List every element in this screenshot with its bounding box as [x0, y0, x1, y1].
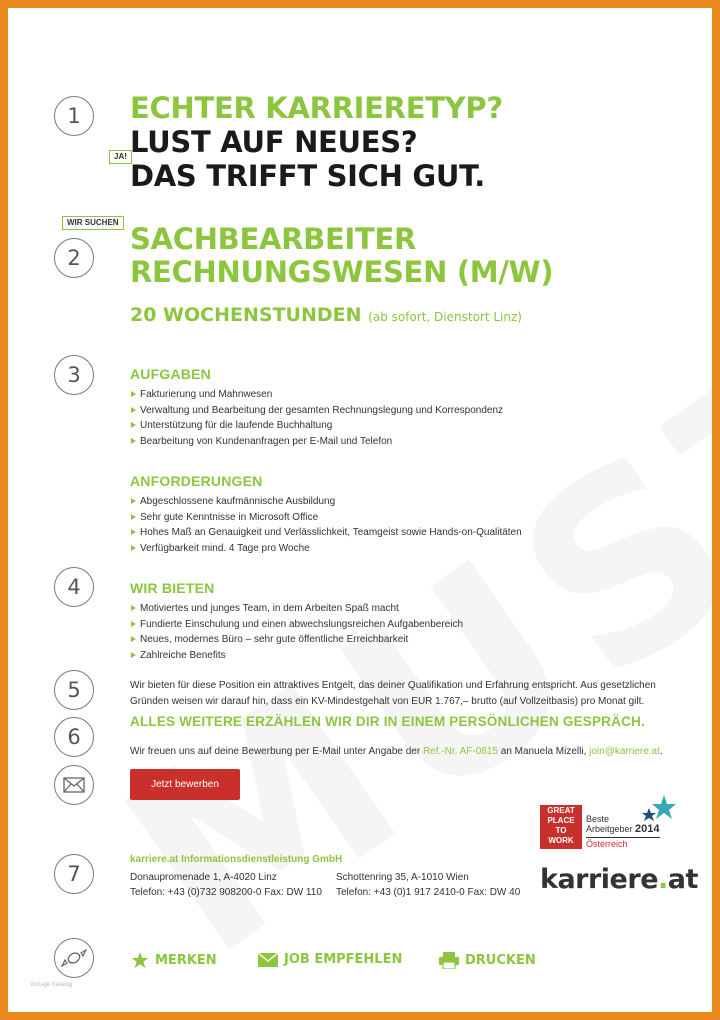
- address-wien: [336, 870, 520, 900]
- aufgaben-list: [130, 387, 503, 450]
- apply-button[interactable]: Jetzt bewerben: [130, 769, 240, 800]
- job-empfehlen-label: JOB EMPFEHLEN: [284, 952, 403, 967]
- aufgaben-heading: AUFGABEN: [130, 366, 211, 382]
- list-item: Bearbeitung von Kundenanfragen per E-Mail und Telefon: [130, 434, 503, 450]
- apply-text: [130, 744, 663, 760]
- list-item: Motiviertes und junges Team, in dem Arbeiten Spaß macht: [130, 601, 463, 617]
- credit-text: Vorlage Katalog: [30, 982, 73, 988]
- ja-tag: JA!: [109, 150, 132, 164]
- wir-suchen-tag: WIR SUCHEN: [62, 216, 124, 230]
- salary-text: [130, 678, 690, 710]
- job-title-line1: SACHBEARBEITER: [130, 222, 416, 256]
- wien-street: Schottenring 35, A-1010 Wien: [336, 872, 469, 883]
- step-3-circle: 3: [54, 355, 94, 395]
- linz-phone: Telefon: +43 (0)732 908200-0 Fax: DW 110: [130, 887, 322, 898]
- apply-prefix: Wir freuen uns auf deine Bewerbung per E-Mail unter Angabe der: [130, 746, 423, 757]
- step-5-circle: 5: [54, 670, 94, 710]
- karriere-logo: [540, 864, 698, 895]
- list-item: Verfügbarkeit mind. 4 Tage pro Woche: [130, 541, 522, 557]
- anforderungen-heading: ANFORDERUNGEN: [130, 473, 263, 489]
- gptw-line: TO: [555, 826, 567, 835]
- step-6-circle: 6: [54, 717, 94, 757]
- hours-value: 20 WOCHENSTUNDEN: [130, 304, 362, 326]
- list-item: Zahlreiche Benefits: [130, 648, 463, 664]
- list-item: Unterstützung für die laufende Buchhaltung: [130, 418, 503, 434]
- apply-middle: an Manuela Mizelli,: [497, 746, 590, 757]
- envelope-icon: [258, 953, 278, 967]
- list-item: Sehr gute Kenntnisse in Microsoft Office: [130, 510, 522, 526]
- gptw-badge: [540, 805, 582, 849]
- hours-note: (ab sofort, Dienstort Linz): [368, 310, 522, 324]
- ref-number: Ref.-Nr. AF-0815: [422, 746, 498, 757]
- gptw-text: [586, 814, 660, 834]
- step-2-circle: 2: [54, 238, 94, 278]
- merken-button[interactable]: [131, 952, 217, 969]
- step-7-circle: 7: [54, 854, 94, 894]
- list-item: Neues, modernes Büro – sehr gute öffentliche Erreichbarkeit: [130, 632, 463, 648]
- gptw-line: GREAT: [547, 806, 575, 815]
- beste-label: Beste: [586, 814, 610, 824]
- wien-phone: Telefon: +43 (0)1 917 2410-0 Fax: DW 40: [336, 887, 521, 898]
- job-title-line2: RECHNUNGSWESEN (M/W): [130, 255, 554, 289]
- apply-suffix: .: [659, 746, 663, 757]
- printer-icon: [439, 952, 459, 969]
- mail-circle: [54, 765, 94, 805]
- linz-street: Donaupromenade 1, A-4020 Linz: [130, 872, 277, 883]
- headline-line3: DAS TRIFFT SICH GUT.: [130, 159, 485, 193]
- logo-main: karriere: [540, 864, 659, 895]
- country-label: Österreich: [586, 839, 628, 849]
- step-1-circle: 1: [54, 96, 94, 136]
- anforderungen-list: [130, 494, 522, 557]
- drucken-button[interactable]: [439, 952, 536, 969]
- job-ad-page: [8, 8, 712, 1012]
- arbeitgeber-row: [586, 824, 660, 834]
- star-icon: [131, 952, 149, 969]
- headline-line1: ECHTER KARRIERETYP?: [130, 91, 503, 125]
- gespraech-heading: ALLES WEITERE ERZÄHLEN WIR DIR IN EINEM PERSÖNLICHEN GESPRÄCH.: [130, 714, 645, 729]
- list-item: Abgeschlossene kaufmännische Ausbildung: [130, 494, 522, 510]
- job-hours: [130, 304, 522, 326]
- drucken-label: DRUCKEN: [465, 953, 536, 968]
- salary-line1: Wir bieten für diese Position ein attraktives Entgelt, das deiner Qualifikation und Erfahrung entspricht. Aus gesetzlichen: [130, 680, 656, 691]
- badge-divider: [586, 837, 660, 838]
- arbeitgeber-label: Arbeitgeber: [586, 824, 633, 834]
- candy-circle: [54, 938, 94, 978]
- salary-line2: Gründen weisen wir darauf hin, dass ein KV-Mindestgehalt von EUR 1.767,– brutto (auf Vollzeitbasis) pro Monat gilt.: [130, 696, 645, 707]
- year-label: 2014: [635, 823, 660, 835]
- address-linz: [130, 870, 322, 900]
- envelope-icon: [63, 777, 85, 793]
- list-item: Fundierte Einschulung und einen abwechslungsreichen Aufgabenbereich: [130, 617, 463, 633]
- gptw-line: WORK: [548, 836, 574, 845]
- list-item: Verwaltung und Bearbeitung der gesamten Rechnungslegung und Korrespondenz: [130, 403, 503, 419]
- list-item: Hohes Maß an Genauigkeit und Verlässlichkeit, Teamgeist sowie Hands-on-Qualitäten: [130, 525, 522, 541]
- list-item: Fakturierung und Mahnwesen: [130, 387, 503, 403]
- step-4-circle: 4: [54, 567, 94, 607]
- logo-dot: .: [658, 864, 668, 895]
- email-link[interactable]: join@karriere.at: [589, 746, 660, 757]
- wir-bieten-list: [130, 601, 463, 664]
- gptw-line: PLACE: [547, 816, 575, 825]
- logo-tld: at: [667, 864, 698, 895]
- candy-icon: [61, 947, 87, 969]
- merken-label: MERKEN: [155, 953, 217, 968]
- wir-bieten-heading: WIR BIETEN: [130, 580, 215, 596]
- headline-line2: LUST AUF NEUES?: [130, 125, 418, 159]
- company-name: karriere.at Informationsdienstleistung GmbH: [130, 854, 343, 865]
- job-empfehlen-button[interactable]: [258, 952, 402, 967]
